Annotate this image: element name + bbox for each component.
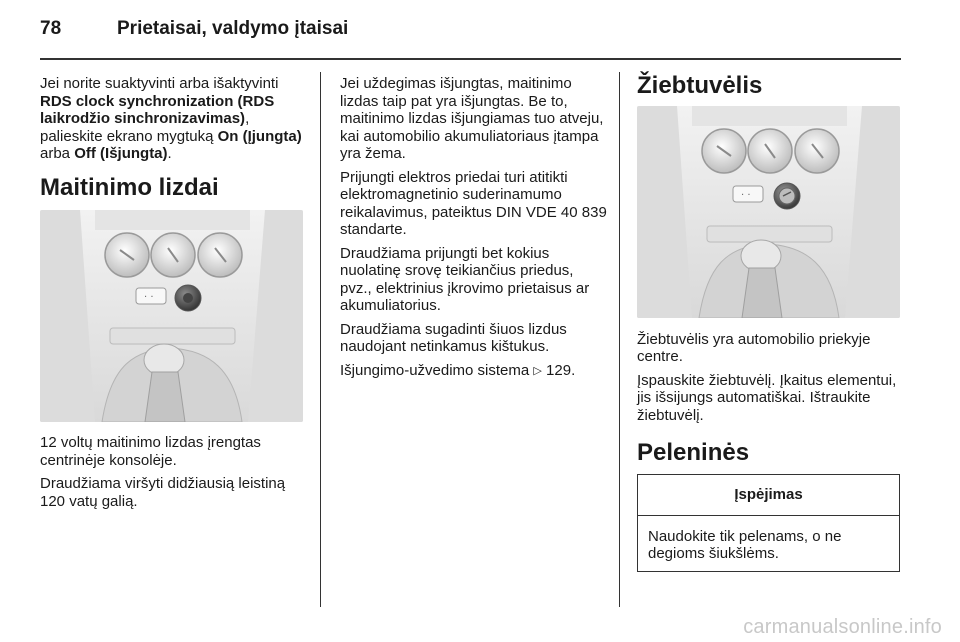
section-heading-ashtrays: Peleninės [637,439,750,466]
rds-setting-label: RDS clock synchronization (RDS laikrodžio sinchronizavimas) [40,92,275,127]
stop-start-reference: Išjungimo-užvedimo sistema ▷ 129. [340,361,576,379]
outlet-location-paragraph: 12 voltų maitinimo lizdas įrengtas centrinėje konsolėje. [40,434,261,469]
ignition-paragraph: Jei uždegimas išjungtas, maitinimo lizdas taip pat yra išjungtas. Be to, maitinimo lizdas išjungiamas tuo atveju, kai automobilio akumuliatoriaus įtampa yra žema. [340,75,604,162]
outlet-power-paragraph: Draudžiama viršyti didžiausią leistiną 120 vatų galią. [40,475,286,510]
running-title: Prietaisai, valdymo įtaisai [117,18,349,39]
on-label: On (Įjungta) [217,127,302,145]
column-divider-2 [619,72,620,607]
watermark: carmanualsonline.info [743,616,942,638]
warning-text: Naudokite tik pelenams, o ne degioms šiukšlėms. [648,527,842,562]
svg-text:· ·: · · [741,189,751,201]
column-2 [340,75,608,386]
accessory-paragraph: Draudžiama prijungti bet kokius nuolatinę srovę teikiančius priedus, pvz., elektrinius įkrovimo prietaisus ar akumuliatorius. [340,244,590,314]
header-rule [40,58,901,60]
warning-box [637,474,900,572]
column-divider-1 [320,72,321,607]
plug-paragraph: Draudžiama sugadinti šiuos lizdus naudojant netinkamus kištukus. [340,320,567,355]
column-3 [637,72,901,572]
cigarette-lighter-figure [637,106,900,318]
page-number: 78 [40,18,62,39]
section-heading-cigarette-lighter: Žiebtuvėlis [637,72,763,99]
emc-paragraph: Prijungti elektros priedai turi atitikti elektromagnetinio suderinamumo reikalavimus, pateiktus DIN VDE 40 839 standarte. [340,168,607,238]
warning-title: Įspėjimas [638,475,899,516]
lighter-location-paragraph: Žiebtuvėlis yra automobilio priekyje centre. [637,330,871,365]
power-outlet-figure [40,210,303,422]
rds-paragraph: Jei norite suaktyvinti arba išaktyvinti RDS clock synchronization (RDS laikrodžio sinchronizavimas), palieskite ekrano mygtuką On (Įjungta) arba Off (Išjungta). [40,75,302,162]
svg-text:· ·: · · [144,292,154,303]
column-1 [40,75,308,516]
section-heading-power-outlets: Maitinimo lizdai [40,173,219,201]
page-reference-arrow-icon: ▷ [533,364,542,377]
lighter-usage-paragraph: Įspauskite žiebtuvėlį. Įkaitus elementui, jis išsijungs automatiškai. Ištraukite žiebtuvėlį. [637,371,897,424]
off-label: Off (Išjungta) [74,145,168,162]
